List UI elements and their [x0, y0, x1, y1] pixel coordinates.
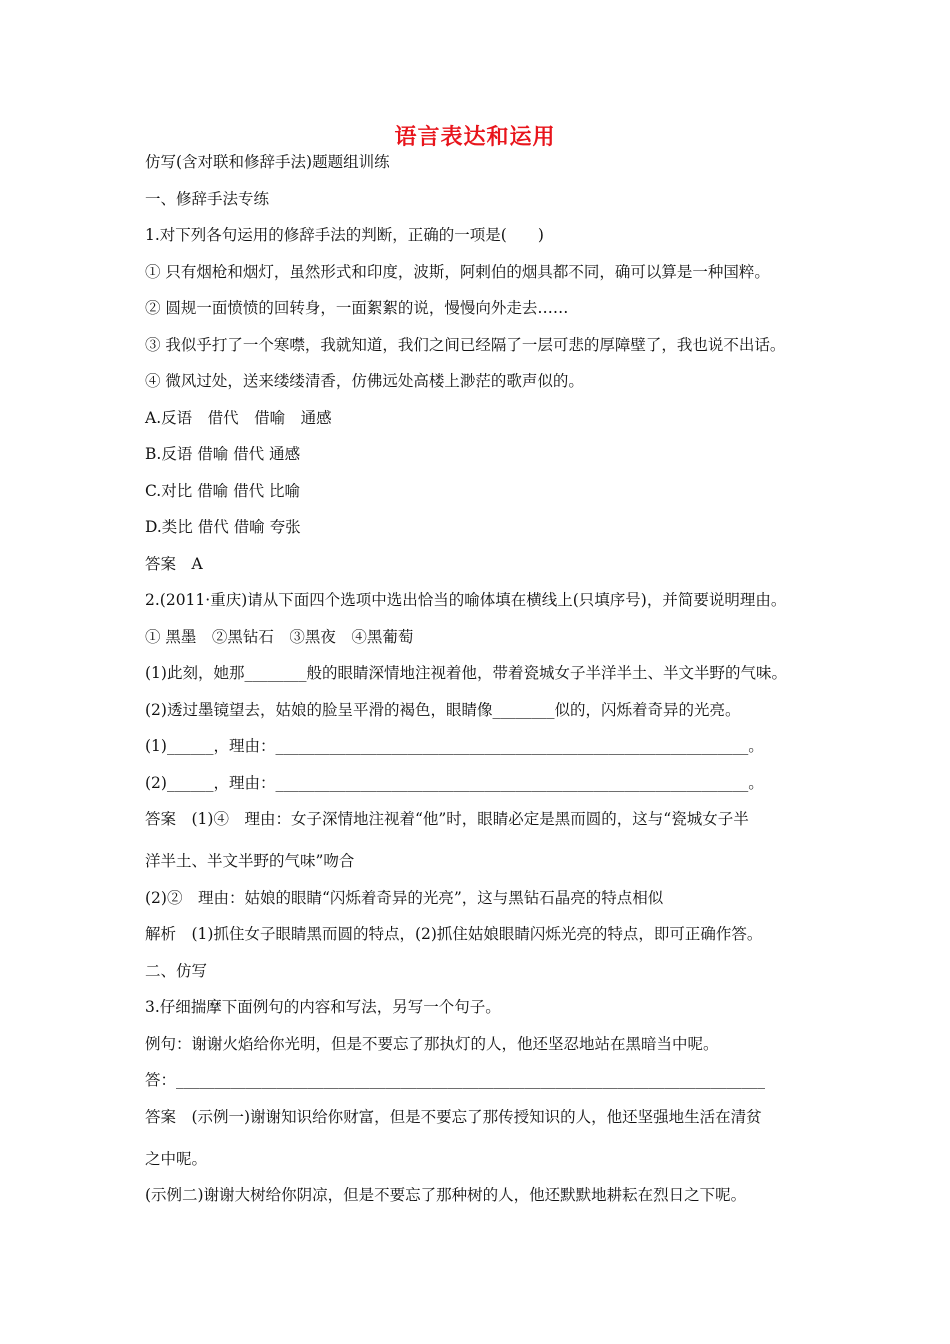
question-1-sentence-1: ① 只有烟枪和烟灯，虽然形式和印度，波斯，阿剌伯的烟具都不同，确可以算是一种国粹。	[145, 262, 770, 281]
question-1-option-c: C.对比 借喻 借代 比喻	[145, 481, 301, 500]
question-3-answer-2: (示例二)谢谢大树给你阴凉，但是不要忘了那种树的人，他还默默地耕耘在烈日之下呢。	[145, 1186, 747, 1204]
subtitle: 仿写(含对联和修辞手法)题题组训练	[145, 153, 390, 171]
question-3-stem: 3.仔细揣摩下面例句的内容和写法，另写一个句子。	[145, 998, 501, 1016]
question-1-answer: 答案 A	[145, 554, 203, 573]
question-1-option-a: A.反语 借代 借喻 通感	[145, 408, 332, 427]
question-2-choices: ① 黑墨 ②黑钻石 ③黑夜 ④黑葡萄	[145, 627, 414, 646]
question-1-stem: 1.对下列各句运用的修辞手法的判断，正确的一项是( )	[145, 226, 544, 244]
question-2-sentence-1: (1)此刻，她那________般的眼睛深情地注视着他，带着瓷城女子半洋半土、半文半野的气味。	[145, 664, 787, 682]
question-2-analysis: 解析 (1)抓住女子眼睛黑而圆的特点，(2)抓住姑娘眼睛闪烁光亮的特点，即可正确作答。	[145, 925, 763, 943]
question-3-answer-1: 答案 (示例一)谢谢知识给你财富，但是不要忘了那传授知识的人，他还坚强地生活在清贫	[145, 1107, 762, 1126]
question-2-stem: 2.(2011·重庆)请从下面四个选项中选出恰当的喻体填在横线上(只填序号)，并简要说明理由。	[145, 591, 787, 609]
section-heading-1: 一、修辞手法专练	[145, 189, 270, 208]
question-2-blank-2: (2)______，理由：_____________________________________________________________。	[145, 773, 764, 792]
question-1-sentence-4: ④ 微风过处，送来缕缕清香，仿佛远处高楼上渺茫的歌声似的。	[145, 372, 584, 390]
section-heading-2: 二、仿写	[145, 961, 208, 980]
document-title: 语言表达和运用	[394, 124, 556, 150]
question-2-blank-1: (1)______，理由：_____________________________________________________________。	[145, 737, 764, 755]
question-2-answer-1-cont: 洋半土、半文半野的气味”吻合	[145, 852, 355, 870]
question-1-sentence-3: ③ 我似乎打了一个寒噤，我就知道，我们之间已经隔了一层可悲的厚障壁了，我也说不出话。	[145, 335, 786, 354]
question-1-option-d: D.类比 借代 借喻 夸张	[145, 518, 301, 536]
question-3-answer-1-cont: 之中呢。	[145, 1149, 208, 1168]
document-body	[145, 152, 817, 1222]
question-3-answer-blank: 答：____________________________________________________________________________	[145, 1071, 766, 1089]
question-2-answer-2: (2)② 理由：姑娘的眼睛“闪烁着奇异的光亮”，这与黑钻石晶亮的特点相似	[145, 888, 664, 907]
question-3-example: 例句：谢谢火焰给你光明，但是不要忘了那执灯的人，他还坚忍地站在黑暗当中呢。	[145, 1034, 719, 1053]
question-1-option-b: B.反语 借喻 借代 通感	[145, 445, 301, 463]
question-1-sentence-2: ② 圆规一面愤愤的回转身，一面絮絮的说，慢慢向外走去……	[145, 299, 569, 317]
question-2-answer-1: 答案 (1)④ 理由：女子深情地注视着“他”时，眼睛必定是黑而圆的，这与“瓷城女子半	[145, 810, 749, 828]
question-2-sentence-2: (2)透过墨镜望去，姑娘的脸呈平滑的褐色，眼睛像________似的，闪烁着奇异的光亮。	[145, 700, 741, 719]
